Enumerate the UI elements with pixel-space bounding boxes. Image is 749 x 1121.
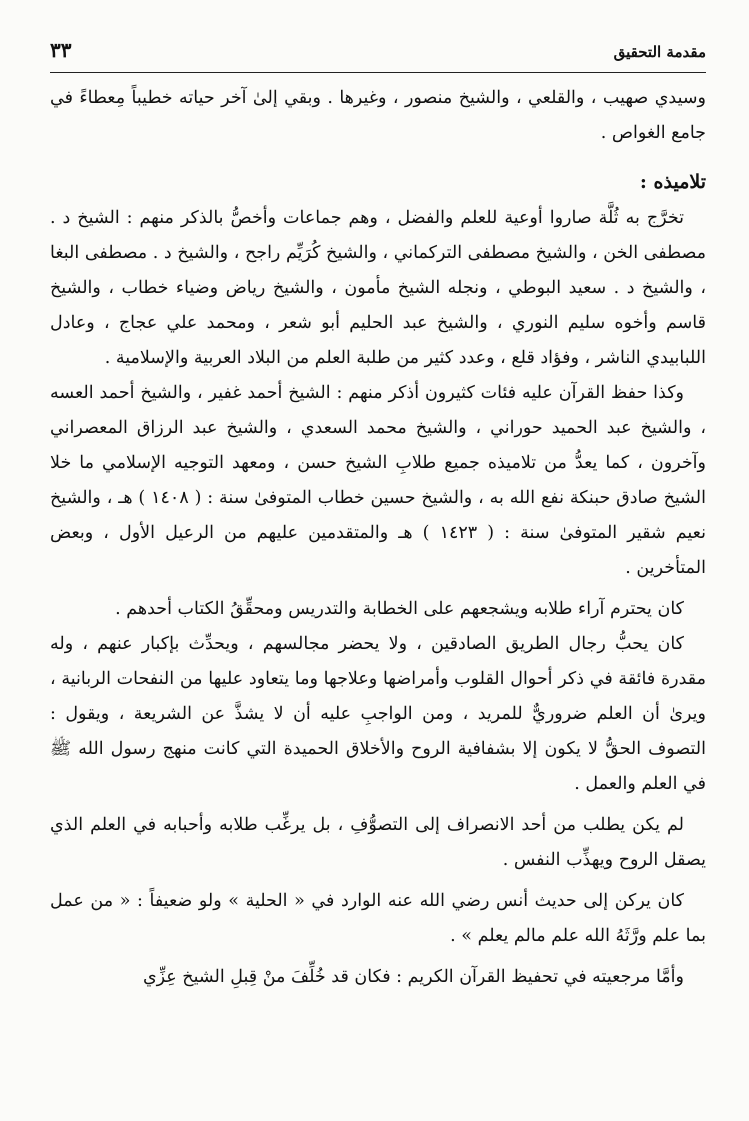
page-number: ٣٣ [50, 38, 72, 62]
running-header [50, 38, 706, 73]
paragraph-not-requesting: لم يكن يطلب من أحد الانصراف إلى التصوُّفِ ، بل يرغِّب طلابه وأحبابه في العلم الذي يصقل الروح ويهذِّب النفس . [50, 815, 706, 870]
paragraph-tasawwuf: كان يحبُّ رجال الطريق الصادقين ، ولا يحضر مجالسهم ، ويحدِّث بإكبار عنهم ، وله مقدرة فائقة في ذكر أحوال القلوب وأمراضها وعلاجها وما يتعاود عليها من النفحات الربانية ، ويرىٰ أن العلم ضروريٌّ للمريد ، ومن الواجبِ عليه أن لا يشذَّ عن الشريعة ، ويقول : التصوف الحقُّ لا يكون إلا بشفافية الروح والأخلاق الحميدة التي كانت منهج رسول الله ﷺ في العلم والعمل . [50, 634, 706, 794]
chapter-title: مقدمة التحقيق [613, 43, 706, 61]
book-page [50, 38, 706, 995]
paragraph-respect: كان يحترم آراء طلابه ويشجعهم على الخطابة والتدريس ومحقِّقُ الكتاب أحدهم . [115, 599, 684, 619]
page-body [50, 81, 706, 995]
paragraph-students: تخرَّج به ثُلَّة صاروا أوعية للعلم والفضل ، وهم جماعات وأخصُّ بالذكر منهم : الشيخ د . مصطفى الخن ، والشيخ مصطفى التركماني ، والشيخ كُرَيِّم راجح ، والشيخ د . مصطفى البغا ، والشيخ د . سعيد البوطي ، ونجله الشيخ مأمون ، والشيخ رياض وضياء خطاب ، والشيخ قاسم وأخوه سليم النوري ، والشيخ عبد الحليم أبو شعر ، ومحمد علي عجاج ، وعادل اللبابيدي الناشر ، وفؤاد قلع ، وعدد كثير من طلبة العلم من البلاد العربية والإسلامية . [50, 208, 706, 368]
paragraph-quran-students: وكذا حفظ القرآن عليه فئات كثيرون أذكر منهم : الشيخ أحمد غفير ، والشيخ أحمد العسه ، والشيخ عبد الحميد حوراني ، والشيخ محمد السعدي ، والشيخ عبد الرزاق المعصراني وآخرون ، كما يعدُّ من تلاميذه جميع طلابِ الشيخ حسن ، ومعهد التوجيه الإسلامي ما خلا الشيخ صادق حبنكة نفع الله به ، والشيخ حسين خطاب المتوفىٰ سنة : ( ١٤٠٨ ) هـ ، والشيخ نعيم شقير المتوفىٰ سنة : ( ١٤٢٣ ) هـ والمتقدمين عليهم من الرعيل الأول ، وبعض المتأخرين . [50, 383, 706, 578]
section-heading-students: تلاميذه : [639, 171, 706, 193]
paragraph-continued: وسيدي صهيب ، والقلعي ، والشيخ منصور ، وغيرها . وبقي إلىٰ آخر حياته خطيباً مِعطاءً في جامع الغواص . [50, 88, 706, 143]
paragraph-hadith: كان يركن إلى حديث أنس رضي الله عنه الوارد في « الحلية » ولو ضعيفاً : « من عمل بما علم ورَّثَهُ الله علم مالم يعلم » . [50, 891, 706, 946]
paragraph-quran-authority: وأمَّا مرجعيته في تحفيظ القرآن الكريم : فكان قد خُلِّفَ منْ قِبلِ الشيخ عِزِّي [142, 967, 684, 987]
